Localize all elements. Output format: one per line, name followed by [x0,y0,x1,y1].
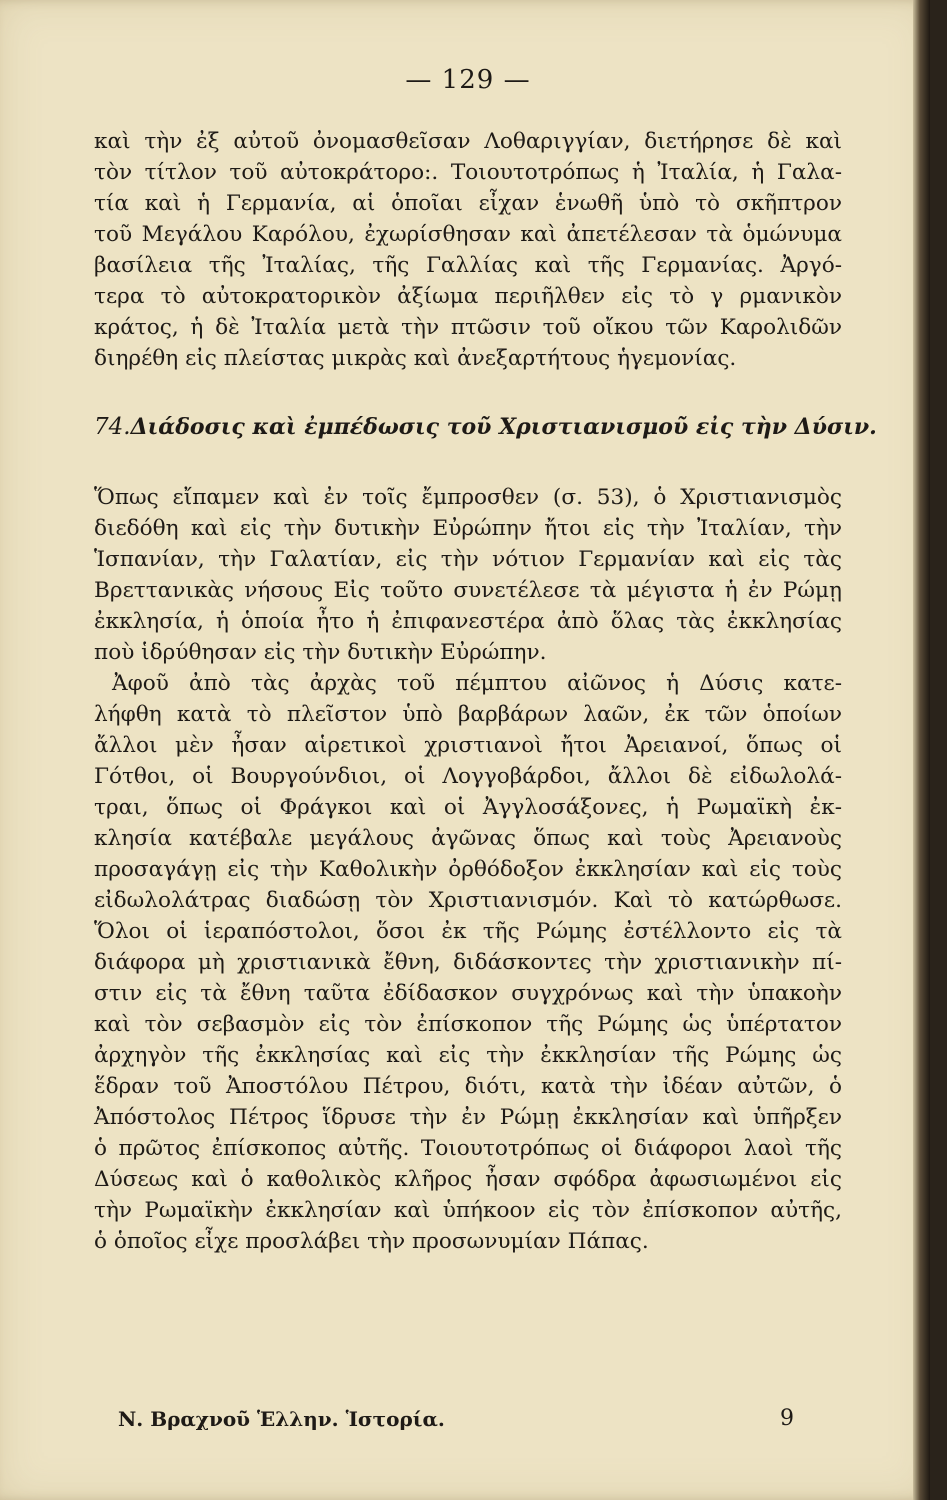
text-line: τοῦ Μεγάλου Καρόλου, ἐχωρίσθησαν καὶ ἀπετέλεσαν τὰ ὁμώνυμα [94,222,842,247]
text-line: καὶ τὸν σεβασμὸν εἰς τὸν ἐπίσκοπον τῆς Ρώμης ὡς ὑπέρτατον [94,1012,842,1037]
text-line: κράτος, ἡ δὲ Ἰταλία μετὰ τὴν πτῶσιν τοῦ οἴκου τῶν Καρολιδῶν [94,315,842,340]
paragraph-papacy [94,668,842,1257]
text-line: τραι, ὅπως οἱ Φράγκοι καὶ οἱ Ἀγγλοσάξονες, ἡ Ρωμαϊκὴ ἐκ- [94,795,842,820]
text-line: ὁ πρῶτος ἐπίσκοπος αὐτῆς. Τοιουτοτρόπως οἱ διάφοροι λαοὶ τῆς [94,1136,842,1161]
section-heading [94,410,877,444]
text-line: κλησία κατέβαλε μεγάλους ἀγῶνας ὅπως καὶ τοὺς Ἀρειανοὺς [94,826,842,851]
text-line: ποὺ ἱδρύθησαν εἰς τὴν δυτικὴν Εὐρώπην. [94,640,547,665]
text-line: βασίλεια τῆς Ἰταλίας, τῆς Γαλλίας καὶ τῆς Γερμανίας. Ἀργό- [94,253,842,278]
text-line: ἐκκλησία, ἡ ὁποία ἦτο ἡ ἐπιφανεστέρα ἀπὸ ὅλας τὰς ἐκκλησίας [94,609,842,634]
paragraph-lothair [94,126,842,374]
text-line: ἄλλοι μὲν ἦσαν αἱρετικοὶ χριστιανοὶ ἤτοι Ἀρειανοί, ὅπως οἱ [94,733,842,758]
text-line: Ἀφοῦ ἀπὸ τὰς ἀρχὰς τοῦ πέμπτου αἰῶνος ἡ Δύσις κατε- [112,671,842,696]
page-footer [118,1402,794,1436]
text-line: καὶ τὴν ἐξ αὐτοῦ ὀνομασθεῖσαν Λοθαριγγίαν, διετήρησε δὲ καὶ [94,129,842,154]
section-number: 74. [94,414,131,440]
text-line: ἀρχηγὸν τῆς ἐκκλησίας καὶ εἰς τὴν ἐκκλησίαν τῆς Ρώμης ὡς [94,1043,842,1068]
text-line: τερα τὸ αὐτοκρατορικὸν ἀξίωμα περιῆλθεν εἰς τὸ γ ρμανικὸν [94,284,842,309]
text-line: ὁ ὁποῖος εἶχε προσλάβει τὴν προσωνυμίαν Πάπας. [94,1229,649,1254]
page-number: — 129 — [405,65,531,95]
text-line: Δύσεως καὶ ὁ καθολικὸς κλῆρος ἦσαν σφόδρα ἀφωσιωμένοι εἰς [94,1167,842,1192]
text-line: διεδόθη καὶ εἰς τὴν δυτικὴν Εὐρώπην ἤτοι εἰς τὴν Ἰταλίαν, τὴν [94,516,842,541]
section-title: Διάδοσις καὶ ἐμπέδωσις τοῦ Χριστιανισμοῦ εἰς τὴν Δύσιν. [130,414,877,440]
signature-mark: 9 [780,1406,794,1431]
text-line: διάφορα μὴ χριστιανικὰ ἔθνη, διδάσκοντες τὴν χριστιανικὴν πί- [94,950,842,975]
text-line: Βρεττανικὰς νήσους Εἰς τοῦτο συνετέλεσε τὰ μέγιστα ἡ ἐν Ρώμῃ [94,578,842,603]
text-line: διηρέθη εἰς πλείστας μικρὰς καὶ ἀνεξαρτήτους ἡγεμονίας. [94,346,737,371]
text-line: ἕδραν τοῦ Ἀποστόλου Πέτρου, διότι, κατὰ τὴν ἰδέαν αὐτῶν, ὁ [94,1074,842,1099]
text-line: Ὅλοι οἱ ἱεραπόστολοι, ὅσοι ἐκ τῆς Ρώμης ἐστέλλοντο εἰς τὰ [94,919,842,944]
text-line: προσαγάγῃ εἰς τὴν Καθολικὴν ὀρθόδοξον ἐκκλησίαν καὶ εἰς τοὺς [94,857,842,882]
paragraph-spread [94,482,842,668]
text-line: στιν εἰς τὰ ἔθνη ταῦτα ἐδίδασκον συγχρόνως καὶ τὴν ὑπακοὴν [94,981,842,1006]
text-line: τὴν Ρωμαϊκὴν ἐκκλησίαν καὶ ὑπήκοον εἰς τὸν ἐπίσκοπον αὐτῆς, [94,1198,842,1223]
text-line: Ἀπόστολος Πέτρος ἵδρυσε τὴν ἐν Ρώμῃ ἐκκλησίαν καὶ ὑπῆρξεν [94,1105,842,1130]
text-line: Ἱσπανίαν, τὴν Γαλατίαν, εἰς τὴν νότιον Γερμανίαν καὶ εἰς τὰς [94,547,842,572]
text-line: τία καὶ ἡ Γερμανία, αἱ ὁποῖαι εἶχαν ἑνωθῆ ὑπὸ τὸ σκῆπτρον [94,191,842,216]
text-line: τὸν τίτλον τοῦ αὐτοκράτορο:. Τοιουτοτρόπως ἡ Ἰταλία, ἡ Γαλα- [94,160,842,185]
book-title: Ν. Βραχνοῦ Ἑλλην. Ἱστορία. [118,1407,445,1431]
text-block [94,60,877,1257]
text-line: εἰδωλολάτρας διαδώσῃ τὸν Χριστιανισμόν. Καὶ τὸ κατώρθωσε. [94,888,842,913]
page-edge [913,0,930,1500]
text-line: λήφθη κατὰ τὸ πλεῖστον ὑπὸ βαρβάρων λαῶν, ἐκ τῶν ὁποίων [94,702,842,727]
text-line: Γότθοι, οἱ Βουργούνδιοι, οἱ Λογγοβάρδοι, ἄλλοι δὲ εἰδωλολά- [94,764,842,789]
text-line: Ὅπως εἴπαμεν καὶ ἐν τοῖς ἔμπροσθεν (σ. 53), ὁ Χριστιανισμὸς [94,485,842,510]
